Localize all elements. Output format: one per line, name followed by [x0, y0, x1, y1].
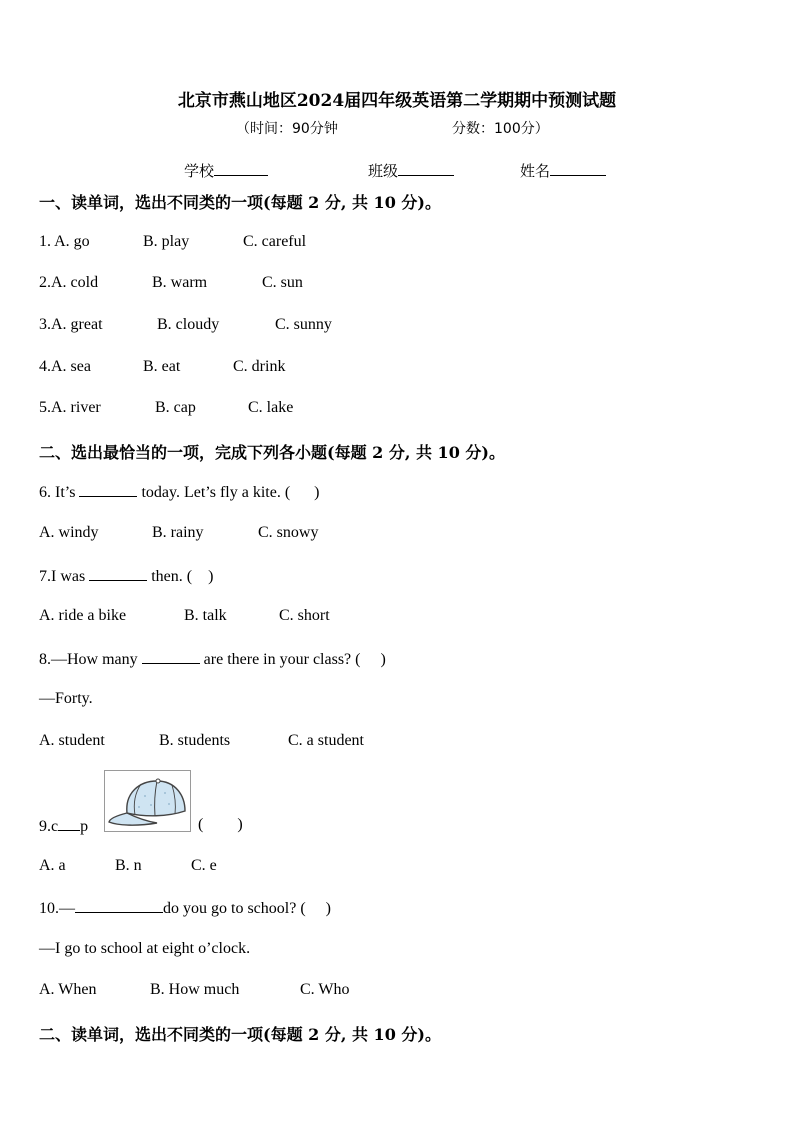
- q7-option-a: A. ride a bike: [39, 607, 127, 624]
- question-10: [39, 898, 331, 918]
- q6-blank[interactable]: [79, 482, 137, 497]
- question-2: [39, 274, 303, 292]
- q4-option-c: C. drink: [233, 358, 286, 375]
- question-8-options: [39, 732, 364, 750]
- q7-stem-end: then. (: [151, 568, 193, 585]
- class-label: 班级: [368, 164, 399, 180]
- q2-option-a: 2.A. cold: [39, 274, 99, 291]
- question-5: [39, 399, 293, 417]
- q9-blank[interactable]: [58, 816, 80, 831]
- q1-option-b: B. play: [143, 233, 190, 250]
- q6-option-c: C. snowy: [258, 524, 319, 541]
- q10-stem-end: do you go to school? (: [163, 900, 306, 917]
- q9-stem-start: 9.c: [39, 818, 59, 835]
- q6-stem-end: today. Let’s fly a kite. (: [141, 484, 291, 501]
- name-field: [520, 160, 606, 181]
- q9-option-b: B. n: [115, 857, 142, 874]
- question-4: [39, 358, 285, 376]
- name-label: 姓名: [520, 164, 551, 180]
- q5-option-a: 5.A. river: [39, 399, 101, 416]
- q8-response: —Forty.: [39, 690, 93, 707]
- question-6: [39, 482, 319, 502]
- question-9: [39, 816, 88, 836]
- q9-option-c: C. e: [191, 857, 217, 874]
- q2-option-b: B. warm: [152, 274, 208, 291]
- school-label: 学校: [184, 164, 215, 180]
- class-field: [368, 160, 454, 181]
- q7-blank[interactable]: [89, 566, 147, 581]
- q9-answer-paren: [198, 816, 243, 834]
- q8-stem-end: are there in your class? (: [203, 651, 361, 668]
- q10-option-b: B. How much: [150, 981, 240, 998]
- exam-score: 分数：100分）: [452, 121, 549, 137]
- q6-paren-close: ): [314, 484, 320, 501]
- q10-response: —I go to school at eight o’clock.: [39, 940, 251, 957]
- q8-stem-start: 8.—How many: [39, 651, 138, 668]
- exam-time: （时间：90分钟: [236, 121, 338, 137]
- question-8: [39, 649, 386, 669]
- q7-paren-close: ): [208, 568, 214, 585]
- question-6-options: [39, 524, 318, 542]
- question-1: [39, 233, 306, 251]
- q3-option-c: C. sunny: [275, 316, 332, 333]
- q9-stem-end: p: [80, 818, 89, 835]
- q9-paren-close: ): [237, 816, 243, 833]
- q3-option-b: B. cloudy: [157, 316, 220, 333]
- question-7-options: [39, 607, 330, 625]
- section-3-heading: 二、读单词，选出不同类的一项(每题 2 分, 共 10 分)。: [39, 1025, 441, 1044]
- class-blank[interactable]: [398, 161, 454, 176]
- cap-icon: [105, 771, 190, 831]
- q10-paren-close: ): [325, 900, 331, 917]
- school-field: [184, 160, 268, 181]
- section-2-heading: 二、选出最恰当的一项，完成下列各小题(每题 2 分, 共 10 分)。: [39, 443, 505, 462]
- question-7: [39, 566, 213, 586]
- question-9-options: [39, 857, 217, 875]
- q10-blank[interactable]: [75, 898, 163, 913]
- q9-option-a: A. a: [39, 857, 66, 874]
- question-10-options: [39, 981, 349, 999]
- q10-stem-start: 10.—: [39, 900, 75, 917]
- q10-option-a: A. When: [39, 981, 97, 998]
- q4-option-a: 4.A. sea: [39, 358, 91, 375]
- q8-paren-close: ): [380, 651, 386, 668]
- q6-option-b: B. rainy: [152, 524, 204, 541]
- school-blank[interactable]: [214, 161, 268, 176]
- q8-option-b: B. students: [159, 732, 231, 749]
- q8-option-c: C. a student: [288, 732, 364, 749]
- page-title: 北京市燕山地区2024届四年级英语第二学期期中预测试题: [177, 91, 617, 111]
- q8-blank[interactable]: [142, 649, 200, 664]
- q5-option-b: B. cap: [155, 399, 196, 416]
- name-blank[interactable]: [550, 161, 606, 176]
- q8-option-a: A. student: [39, 732, 105, 749]
- q5-option-c: C. lake: [248, 399, 294, 416]
- section-1-heading: 一、读单词，选出不同类的一项(每题 2 分, 共 10 分)。: [39, 193, 441, 212]
- cap-picture: [104, 770, 191, 832]
- q6-option-a: A. windy: [39, 524, 99, 541]
- q7-option-b: B. talk: [184, 607, 227, 624]
- q10-option-c: C. Who: [300, 981, 350, 998]
- question-3: [39, 316, 332, 334]
- q6-stem-start: 6. It’s: [39, 484, 76, 501]
- q7-stem-start: 7.I was: [39, 568, 86, 585]
- q2-option-c: C. sun: [262, 274, 303, 291]
- q3-option-a: 3.A. great: [39, 316, 103, 333]
- q1-option-c: C. careful: [243, 233, 307, 250]
- q1-option-a: 1. A. go: [39, 233, 90, 250]
- q9-paren-open: (: [198, 816, 204, 833]
- q7-option-c: C. short: [279, 607, 330, 624]
- q4-option-b: B. eat: [143, 358, 181, 375]
